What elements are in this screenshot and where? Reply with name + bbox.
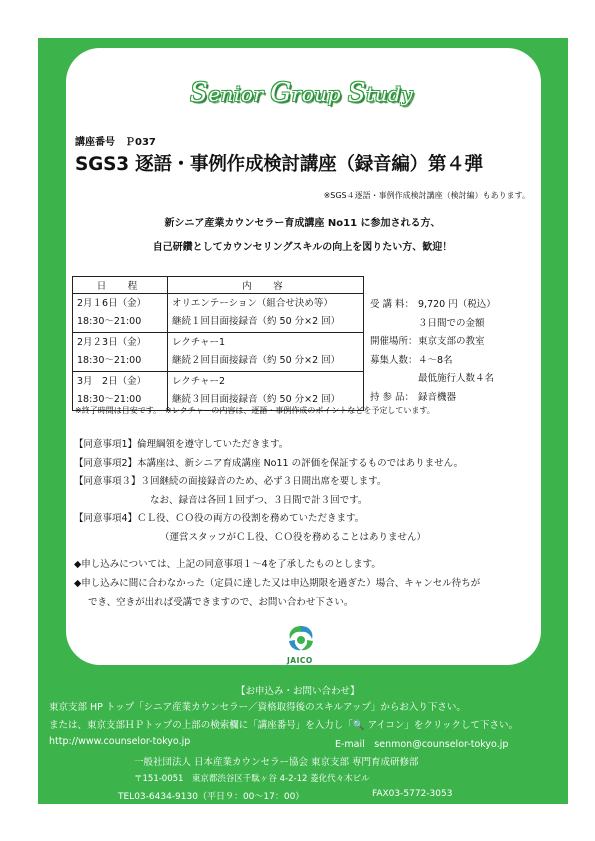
info-value: 東京支部の教室 xyxy=(418,336,485,348)
date-day: 3月 2日（金） xyxy=(77,376,147,387)
schedule-note: ※終了時間は目安です。 ※レクチャーの内容は、逐語・事例作成のポイントなどを予定しています。 xyxy=(75,406,435,415)
table-row xyxy=(73,294,364,333)
agreement-item: （運営スタッフがＣＬ役、ＣＯ役を務めることはありません） xyxy=(160,531,427,543)
content-line: 継続１回目面接録音（約 50 分×2 回） xyxy=(172,316,341,327)
info-value: ４～8名 xyxy=(418,354,453,366)
content-line: オリエンテーション（組合せ決め等） xyxy=(172,298,333,309)
notice-item: ◆申し込みに間に合わなかった（定員に達した又は申込期限を過ぎた）場合、キャンセル待ちが xyxy=(74,578,481,589)
course-number: 講座番号 Ｐ037 xyxy=(75,137,156,148)
info-value: ３日間での金額 xyxy=(418,317,485,329)
info-row xyxy=(370,368,496,387)
content-line: 継続２回目面接録音（約 50 分×2 回） xyxy=(172,355,341,366)
footer-fax: FAX03-5772-3053 xyxy=(372,789,453,799)
content-line: レクチャー1 xyxy=(172,337,226,348)
info-value: 9,720 円（税込） xyxy=(418,299,496,311)
footer-email[interactable]: E-mail senmon@counselor-tokyo.jp xyxy=(335,739,509,750)
info-value: 録音機器 xyxy=(418,391,457,403)
agreement-item: 【同意事項4】ＣＬ役、ＣＯ役の両方の役割を務めていただきます。 xyxy=(74,513,365,524)
agreement-item: 【同意事項３】３回継続の面接録音のため、必ず３日間出席を要します。 xyxy=(74,476,387,487)
info-key: 持 参 品： xyxy=(370,391,415,403)
schedule-header-content: 内 容 xyxy=(168,277,364,294)
info-key: 開催場所： xyxy=(370,336,418,348)
footer-line: 東京支部 HP トップ「シニア産業カウンセラー／資格取得後のスキルアップ」からお入り下さい。 xyxy=(49,702,466,713)
schedule-table xyxy=(72,276,364,411)
jaico-label: JAICO xyxy=(287,656,313,665)
footer-org: 一般社団法人 日本産業カウンセラー協会 東京支部 専門育成研修部 xyxy=(134,757,419,768)
date-day: 2月２3日（金） xyxy=(77,337,147,348)
title-note: ※SGS４逐語・事例作成検討講座（検討編）もあります。 xyxy=(323,191,530,200)
schedule-header-date: 日 程 xyxy=(73,277,168,294)
info-key: 募集人数： xyxy=(370,354,418,366)
date-time: 18:30～21:00 xyxy=(77,394,142,405)
date-time: 18:30～21:00 xyxy=(77,355,142,366)
logo-letter: G xyxy=(270,78,292,108)
agreement-item: なお、録音は各回１回ずつ、３日間で計３回です。 xyxy=(150,494,368,506)
content-line: レクチャー2 xyxy=(172,376,226,387)
footer-url[interactable]: http://www.counselor-tokyo.jp xyxy=(49,736,191,747)
footer-heading: 【お申込み・お問い合わせ】 xyxy=(236,686,360,697)
footer-address: 〒151-0051 東京都渋谷区千駄ヶ谷 4-2-12 菱化代々木ビル xyxy=(134,774,370,784)
schedule-date xyxy=(73,294,168,333)
footer-tel: TEL03-6434-9130（平日９：00～17：00） xyxy=(118,792,305,802)
logo-letter: S xyxy=(347,78,367,108)
info-row xyxy=(370,294,496,313)
table-row xyxy=(73,333,364,372)
agreement-item: 【同意事項1】倫理綱領を遵守していただきます。 xyxy=(74,439,289,450)
notice-list xyxy=(74,556,480,613)
schedule-content xyxy=(168,333,364,372)
content-line: 継続３回目面接録音（約 50 分×2 回） xyxy=(172,394,341,405)
info-row xyxy=(370,331,496,350)
info-key: 受 講 料： xyxy=(370,299,415,311)
jaico-logo-icon xyxy=(283,623,319,653)
info-row xyxy=(370,350,496,369)
logo-letter: S xyxy=(190,78,209,108)
page-title: SGS3 逐語・事例作成検討講座（録音編）第４弾 xyxy=(75,154,483,175)
date-time: 18:30～21:00 xyxy=(77,316,142,327)
schedule-content xyxy=(168,294,364,333)
logo-word: enior xyxy=(208,82,271,106)
lead-line-1: 新シニア産業カウンセラー育成講座 No11 に参加される方、 xyxy=(164,218,441,229)
senior-group-study-logo xyxy=(190,78,414,112)
info-value: 最低施行人数４名 xyxy=(418,373,495,385)
notice-item: でき、空きが出れば受講できますので、お問い合わせ下さい。 xyxy=(88,597,354,608)
footer-line: または、東京支部ＨＰトップの上部の検索欄に「講座番号」を入力し「🔍 アイコン」をクリックして下さい。 xyxy=(49,720,518,731)
agreement-list xyxy=(74,436,463,547)
info-row xyxy=(370,313,496,332)
date-day: 2月１6日（金） xyxy=(77,298,147,309)
notice-item: ◆申し込みについては、上記の同意事項１～4を了承したものとします。 xyxy=(74,559,381,570)
logo-word: roup xyxy=(291,82,348,106)
info-row xyxy=(370,387,496,406)
course-info xyxy=(370,294,496,405)
lead-line-2: 自己研鑽としてカウンセリングスキルの向上を図りたい方、歓迎！ xyxy=(152,242,453,253)
schedule-date xyxy=(73,333,168,372)
agreement-item: 【同意事項2】本講座は、新シニア育成講座 No11 の評価を保証するものではありません。 xyxy=(74,457,464,469)
logo-word: tudy xyxy=(366,82,414,106)
